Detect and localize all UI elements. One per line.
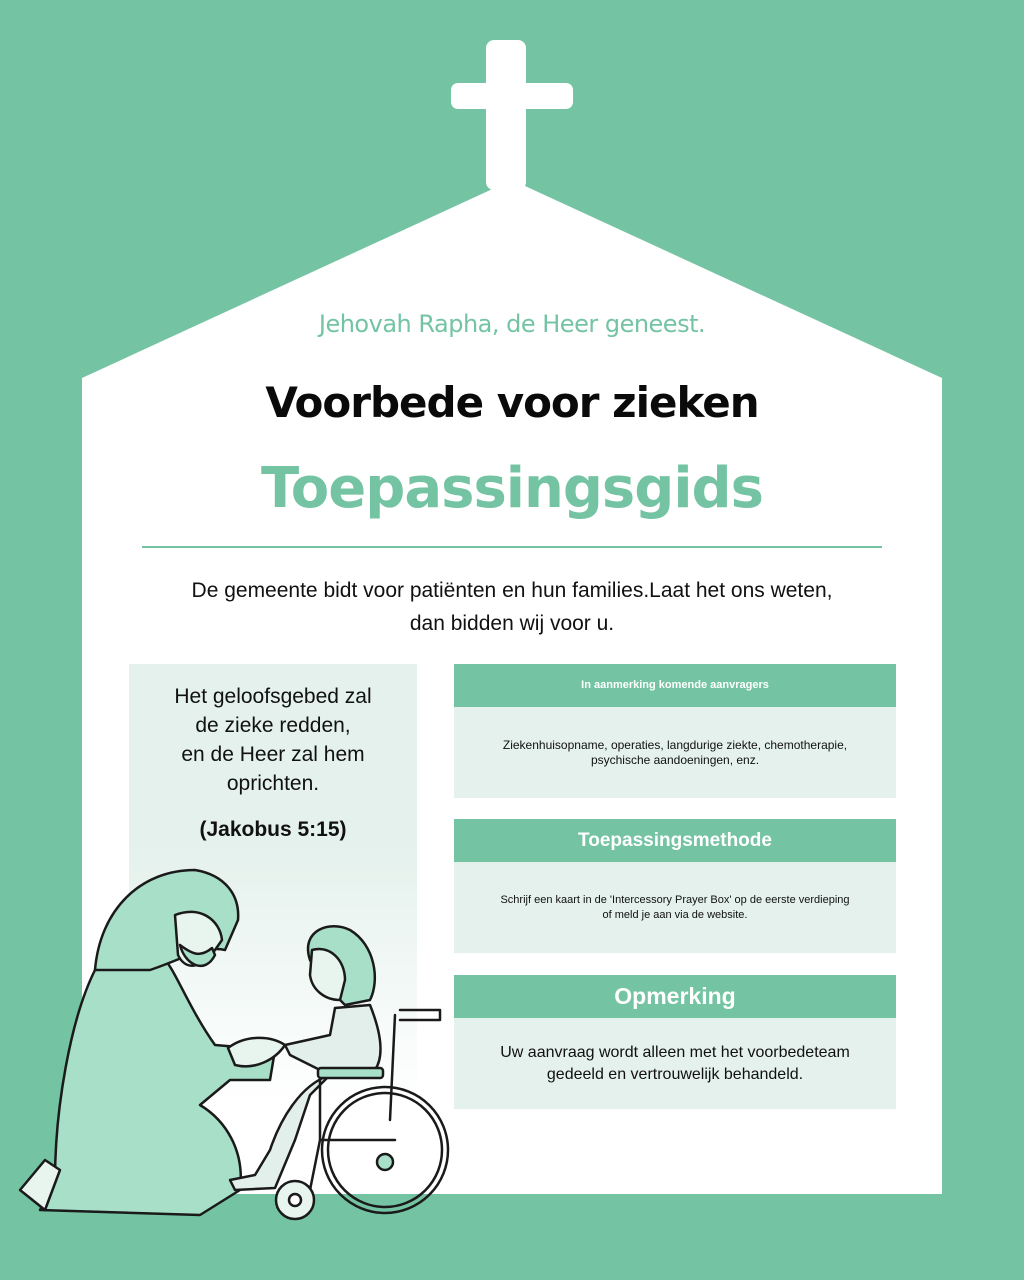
card-note bbox=[454, 975, 896, 1109]
verse-text bbox=[129, 682, 417, 798]
card-application-method bbox=[454, 819, 896, 953]
jesus-with-child-in-wheelchair-illustration bbox=[0, 850, 460, 1230]
card-body-line: Schrijf een kaart in de 'Intercessory Prayer Box' op de eerste verdieping bbox=[500, 893, 850, 906]
verse-line: Het geloofsgebed zal bbox=[174, 685, 372, 708]
cross-icon bbox=[451, 40, 573, 190]
page-title-accent: Toepassingsgids bbox=[261, 456, 763, 521]
card-heading: In aanmerking komende aanvragers bbox=[454, 664, 896, 707]
card-eligible-applicants bbox=[454, 664, 896, 798]
card-body-line: Ziekenhuisopname, operaties, langdurige ziekte, chemotherapie, bbox=[502, 737, 848, 752]
card-body bbox=[454, 862, 896, 953]
card-body-line: Uw aanvraag wordt alleen met het voorbedeteam bbox=[500, 1043, 850, 1061]
intro-line-1: De gemeente bidt voor patiënten en hun families.Laat het ons weten, bbox=[191, 579, 833, 602]
card-body bbox=[454, 1018, 896, 1109]
card-body-line: gedeeld en vertrouwelijk behandeld. bbox=[546, 1065, 804, 1083]
card-heading: Opmerking bbox=[454, 975, 896, 1018]
intro-text bbox=[140, 574, 884, 640]
page-subtitle: Jehovah Rapha, de Heer geneest. bbox=[318, 310, 706, 338]
title-divider bbox=[142, 546, 882, 548]
verse-line: oprichten. bbox=[226, 772, 320, 795]
page-title: Voorbede voor zieken bbox=[265, 378, 759, 427]
card-body bbox=[454, 707, 896, 798]
verse-line: de zieke redden, bbox=[195, 714, 351, 737]
card-body-line: psychische aandoeningen, enz. bbox=[590, 752, 760, 767]
card-body-line: of meld je aan via de website. bbox=[602, 908, 748, 921]
verse-line: en de Heer zal hem bbox=[181, 743, 365, 766]
intro-line-2: dan bidden wij voor u. bbox=[409, 612, 615, 635]
verse-reference: (Jakobus 5:15) bbox=[199, 818, 347, 841]
card-heading: Toepassingsmethode bbox=[454, 819, 896, 862]
